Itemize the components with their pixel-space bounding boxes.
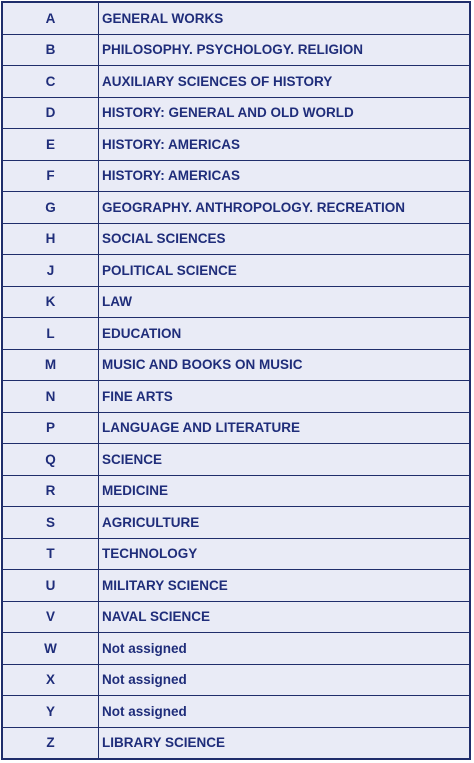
table-row: [3, 35, 469, 67]
class-code-cell: B: [3, 35, 99, 66]
class-code-cell: H: [3, 224, 99, 255]
table-row: [3, 476, 469, 508]
subject-cell: PHILOSOPHY. PSYCHOLOGY. RELIGION: [102, 42, 364, 58]
subject-cell: HISTORY: AMERICAS: [102, 168, 241, 184]
subject-cell: GEOGRAPHY. ANTHROPOLOGY. RECREATION: [102, 199, 406, 215]
table-row: [3, 318, 469, 350]
subject-cell: LIBRARY SCIENCE: [102, 735, 226, 751]
subject-cell: HISTORY: AMERICAS: [102, 136, 241, 152]
table-row: [3, 381, 469, 413]
class-code-cell: A: [3, 3, 99, 34]
class-code-cell: J: [3, 255, 99, 286]
subject-cell: POLITICAL SCIENCE: [102, 262, 237, 278]
table-row: [3, 602, 469, 634]
class-code-cell: L: [3, 318, 99, 349]
class-code-cell: S: [3, 507, 99, 538]
table-row: [3, 224, 469, 256]
subject-cell: Not assigned: [102, 703, 187, 719]
class-code-cell: C: [3, 66, 99, 97]
table-row: [3, 129, 469, 161]
class-code-cell: F: [3, 161, 99, 192]
class-code-cell: Z: [3, 728, 99, 759]
table-row: [3, 507, 469, 539]
subject-cell: MILITARY SCIENCE: [102, 577, 228, 593]
table-row: [3, 570, 469, 602]
table-row: [3, 287, 469, 319]
subject-cell: HISTORY: GENERAL AND OLD WORLD: [102, 105, 354, 121]
table-row: [3, 255, 469, 287]
subject-cell: GENERAL WORKS: [102, 10, 224, 26]
subject-cell: NAVAL SCIENCE: [102, 609, 211, 625]
class-code-cell: W: [3, 633, 99, 664]
table-row: [3, 633, 469, 665]
class-code-cell: D: [3, 98, 99, 129]
class-code-cell: N: [3, 381, 99, 412]
table-row: [3, 539, 469, 571]
class-code-cell: M: [3, 350, 99, 381]
subject-cell: SOCIAL SCIENCES: [102, 231, 226, 247]
class-code-cell: V: [3, 602, 99, 633]
class-code-cell: T: [3, 539, 99, 570]
subject-cell: LANGUAGE AND LITERATURE: [102, 420, 300, 436]
class-code-cell: Y: [3, 696, 99, 727]
subject-cell: LAW: [102, 294, 132, 310]
table-row: [3, 665, 469, 697]
subject-cell: SCIENCE: [102, 451, 163, 467]
table-row: [3, 444, 469, 476]
table-row: [3, 350, 469, 382]
class-code-cell: Q: [3, 444, 99, 475]
table-row: [3, 66, 469, 98]
class-code-cell: X: [3, 665, 99, 696]
classification-table: [1, 1, 471, 760]
subject-cell: Not assigned: [102, 640, 187, 656]
subject-cell: AUXILIARY SCIENCES OF HISTORY: [102, 73, 333, 89]
table-row: [3, 161, 469, 193]
class-code-cell: U: [3, 570, 99, 601]
subject-cell: Not assigned: [102, 672, 187, 688]
table-row: [3, 413, 469, 445]
table-row: [3, 98, 469, 130]
table-row: [3, 728, 469, 759]
subject-cell: FINE ARTS: [102, 388, 173, 404]
subject-cell: EDUCATION: [102, 325, 182, 341]
subject-cell: AGRICULTURE: [102, 514, 200, 530]
subject-cell: TECHNOLOGY: [102, 546, 198, 562]
class-code-cell: P: [3, 413, 99, 444]
subject-cell: MUSIC AND BOOKS ON MUSIC: [102, 357, 303, 373]
class-code-cell: E: [3, 129, 99, 160]
table-row: [3, 3, 469, 35]
table-row: [3, 192, 469, 224]
table-row: [3, 696, 469, 728]
class-code-cell: G: [3, 192, 99, 223]
class-code-cell: K: [3, 287, 99, 318]
subject-cell: MEDICINE: [102, 483, 169, 499]
class-code-cell: R: [3, 476, 99, 507]
